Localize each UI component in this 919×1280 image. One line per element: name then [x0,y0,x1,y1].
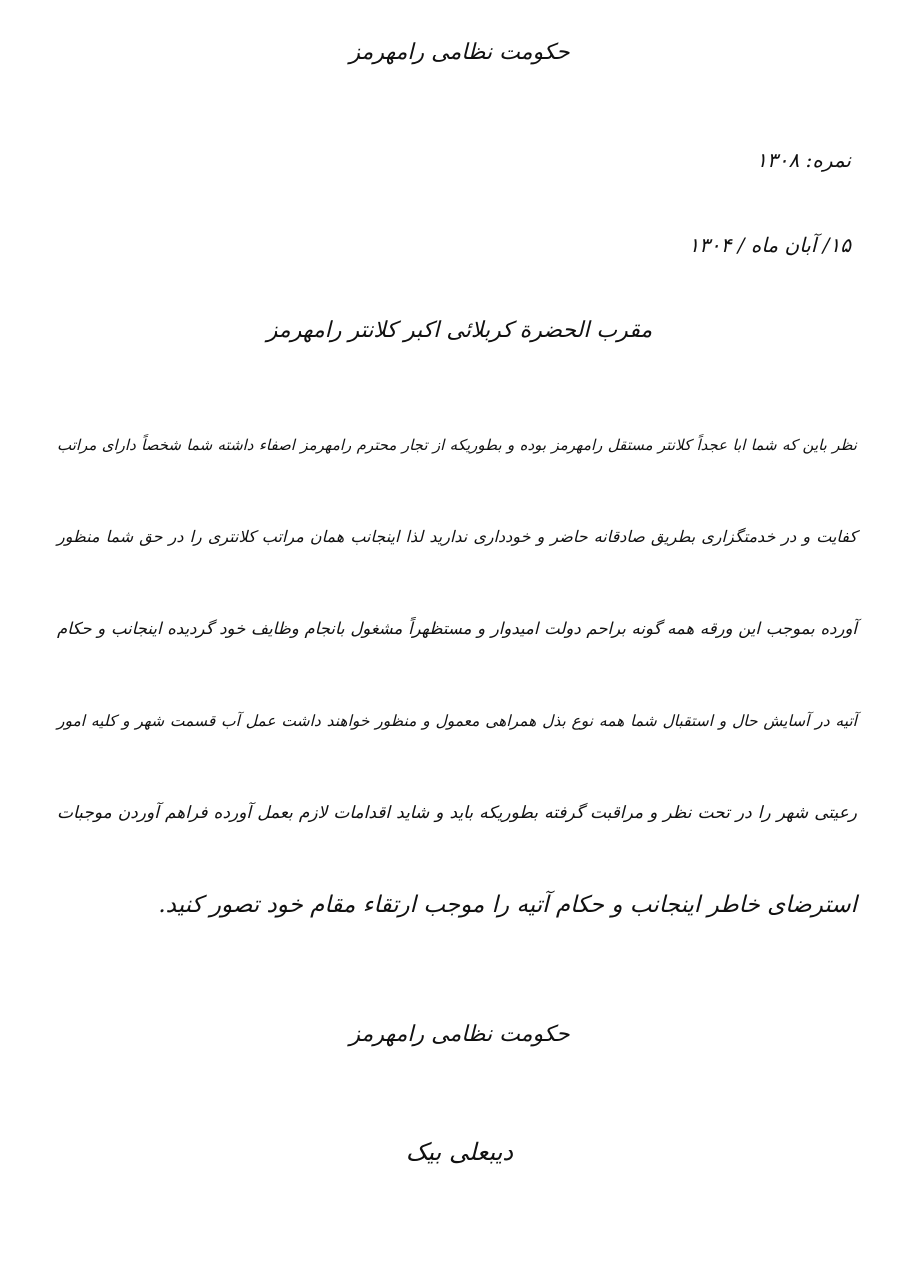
letterhead-title: حکومت نظامی رامهرمز [349,40,570,65]
letter-body [57,415,857,967]
body-line-1: نظر باین که شما ابا عجداً کلانتر مستقل رامهرمز بوده و بطوریکه از تجار محترم رامهرمز اصفاء داشته شما شخصاً دارای مراتب [57,436,857,454]
signature: دیبعلی بیک [405,1138,514,1166]
body-line-6: استرضای خاطر اینجانب و حکام آتیه را موجب ارتقاء مقام خود تصور کنید. [158,892,857,918]
body-line-2: کفایت و در خدمتگزاری بطریق صادقانه حاضر و خودداری ندارید لذا اینجانب همان مراتب کلانتری را در حق شما منظور [57,527,857,546]
body-line-3: آورده بموجب این ورقه همه گونه براحم دولت امیدوار و مستظهراً مشغول بانجام وظایف خود گردیده اینجانب و حکام [57,619,857,638]
body-line-4: آتیه در آسایش حال و استقبال شما همه نوع بذل همراهی معمول و منظور خواهند داشت عمل آب قسمت شهر و کلیه امور [57,712,857,730]
letter-date: ۱۵/ آبان ماه / ۱۳۰۴ [688,233,851,257]
body-line-5: رعیتی شهر را در تحت نظر و مراقبت گرفته بطوریکه باید و شاید اقدامات لازم بعمل آورده فراهم آوردن موجبات [57,803,857,823]
addressee-line: مقرب الحضرة کربلائی اکبر کلانتر رامهرمز [266,318,653,343]
reference-number: نمره: ۱۳۰۸ [756,148,851,172]
closing-title: حکومت نظامی رامهرمز [349,1022,570,1047]
